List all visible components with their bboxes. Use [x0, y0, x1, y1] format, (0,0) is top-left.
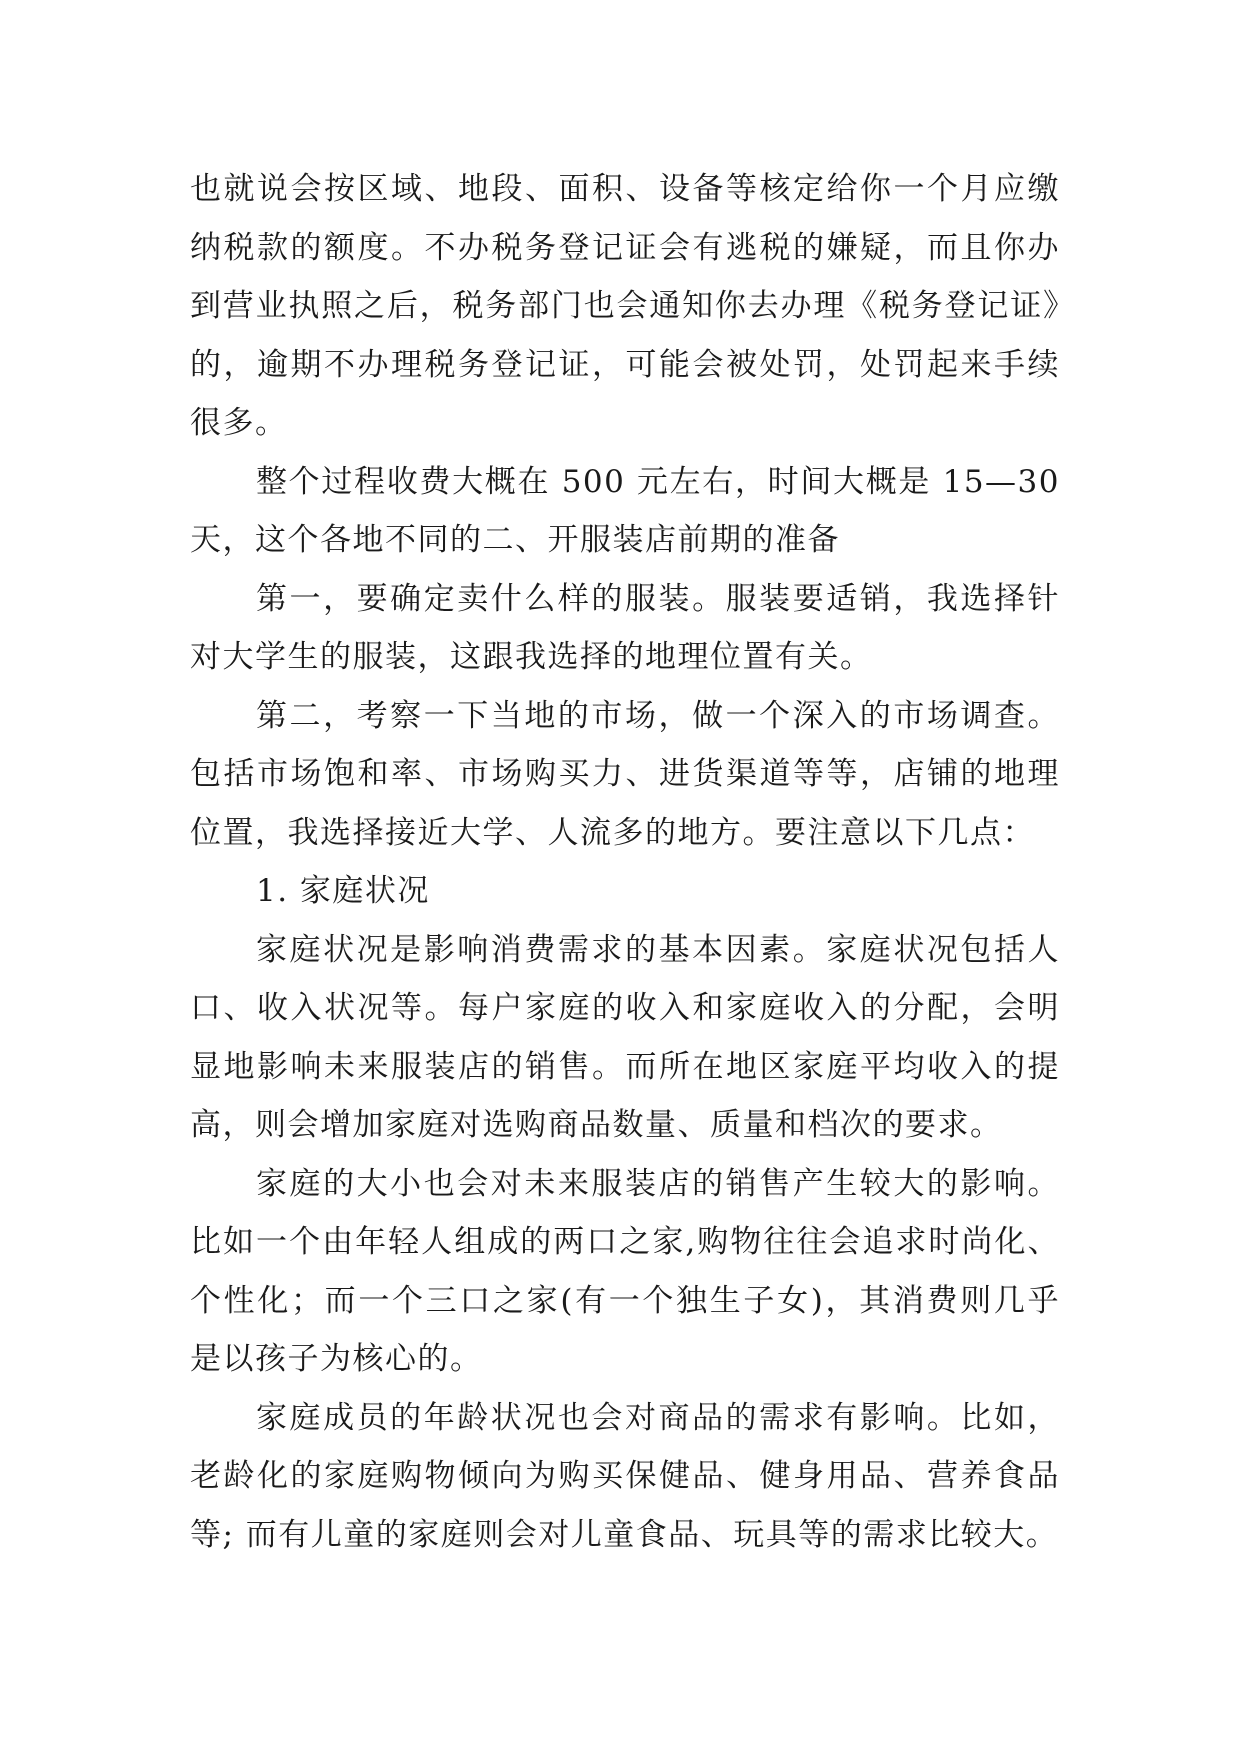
paragraph-first-clothing-type: 第一，要确定卖什么样的服装。服装要适销，我选择针对大学生的服装，这跟我选择的地理位置有关。	[190, 580, 1060, 675]
paragraph-family-status: 家庭状况是影响消费需求的基本因素。家庭状况包括人口、收入状况等。每户家庭的收入和家庭收入的分配，会明显地影响未来服装店的销售。而所在地区家庭平均收入的提高，则会增加家庭对选购商品数量、质量和档次的要求。	[190, 931, 1060, 1143]
document-body	[190, 160, 1060, 1564]
paragraph-family-age: 家庭成员的年龄状况也会对商品的需求有影响。比如，老龄化的家庭购物倾向为购买保健品、健身用品、营养食品等; 而有儿童的家庭则会对儿童食品、玩具等的需求比较大。	[190, 1399, 1060, 1553]
paragraph-second-market-survey: 第二，考察一下当地的市场，做一个深入的市场调查。包括市场饱和率、市场购买力、进货渠道等等，店铺的地理位置，我选择接近大学、人流多的地方。要注意以下几点：	[190, 697, 1060, 851]
paragraph-family-size: 家庭的大小也会对未来服装店的销售产生较大的影响。比如一个由年轻人组成的两口之家,购物往往会追求时尚化、个性化；而一个三口之家(有一个独生子女)，其消费则几乎是以孩子为核心的。	[190, 1165, 1060, 1377]
paragraph-fees-and-time: 整个过程收费大概在 500 元左右，时间大概是 15—30 天，这个各地不同的二、开服装店前期的准备	[190, 463, 1060, 558]
paragraph-tax-registration: 也就说会按区域、地段、面积、设备等核定给你一个月应缴纳税款的额度。不办税务登记证会有逃税的嫌疑，而且你办到营业执照之后，税务部门也会通知你去办理《税务登记证》的，逾期不办理税务登记证，可能会被处罚，处罚起来手续很多。	[190, 171, 1060, 441]
section-heading-family-status: 1. 家庭状况	[256, 873, 430, 909]
